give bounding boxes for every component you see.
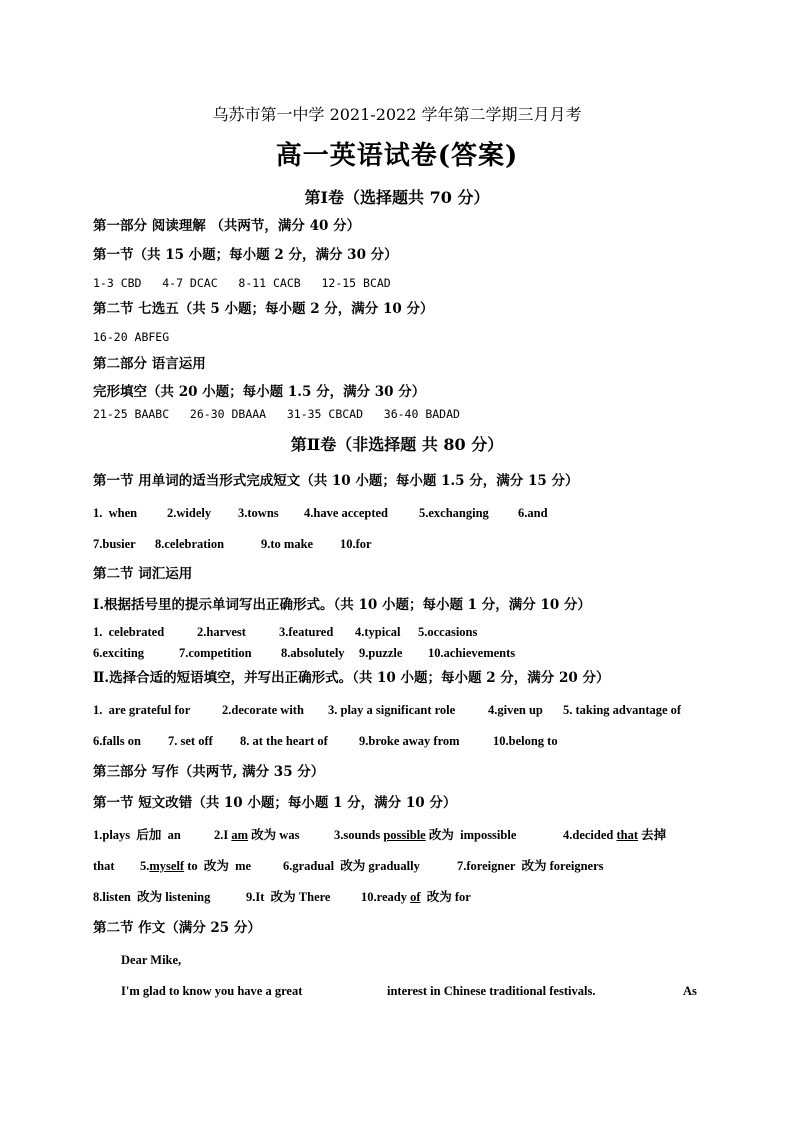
cloze-answers: 21-25 BAABC 26-30 DBAAA 31-35 CBCAD 36-40 BADAD xyxy=(93,407,460,421)
answer-item: 8.absolutely xyxy=(281,646,345,660)
letter-text: Dear Mike, xyxy=(121,953,182,967)
answer-item: 1. celebrated xyxy=(93,625,165,639)
answer-item: 6.falls on xyxy=(93,734,141,748)
letter-text: As xyxy=(683,984,697,998)
answer-item: 9.broke away from xyxy=(359,734,460,748)
answer-item: 5. taking advantage of xyxy=(563,703,682,717)
answer-item: 9.to make xyxy=(261,537,314,551)
answer-item: 10.belong to xyxy=(493,734,558,748)
part2-heading: 第二部分 语言运用 xyxy=(93,356,206,372)
correction-item: 7.foreigner 改为 foreigners xyxy=(457,859,604,873)
answer-item: 6.and xyxy=(518,506,548,520)
error-correction-heading: 第一节 短文改错（共 10 小题；每小题 1 分，满分 10 分） xyxy=(93,795,457,811)
answer-item: 10.achievements xyxy=(428,646,516,660)
part1-sec1-answers: 1-3 CBD 4-7 DCAC 8-11 CACB 12-15 BCAD xyxy=(93,276,391,290)
volume-1-heading: 第Ⅰ卷（选择题共 70 分） xyxy=(304,188,490,207)
answer-item: 4.given up xyxy=(488,703,543,717)
answer-item: 10.for xyxy=(340,537,372,551)
vol2-sec1-heading: 第一节 用单词的适当形式完成短文（共 10 小题；每小题 1.5 分，满分 15 分） xyxy=(93,473,579,489)
school-exam-title: 乌苏市第一中学 2021-2022 学年第二学期三月月考 xyxy=(212,105,582,124)
correction-item: that xyxy=(93,859,115,873)
answer-item: 7.competition xyxy=(179,646,252,660)
correction-item: 10.ready of 改为 for xyxy=(361,890,471,904)
correction-item: 6.gradual 改为 gradually xyxy=(283,859,420,873)
answer-item: 3. play a significant role xyxy=(328,703,456,717)
answer-item: 2.harvest xyxy=(197,625,246,639)
writing-heading: 第二节 作文（满分 25 分） xyxy=(93,920,261,936)
correction-item: 1.plays 后加 an xyxy=(93,828,181,842)
part1-sec2-heading: 第二节 七选五（共 5 小题；每小题 2 分，满分 10 分） xyxy=(93,301,434,317)
correction-item: 8.listen 改为 listening xyxy=(93,890,211,904)
answer-item: 7. set off xyxy=(168,734,213,748)
answer-item: 1. are grateful for xyxy=(93,703,191,717)
correction-item: 2.I am 改为 was xyxy=(214,828,300,842)
correction-item: 4.decided that 去掉 xyxy=(563,828,667,842)
answer-item: 6.exciting xyxy=(93,646,145,660)
answer-item: 8.celebration xyxy=(155,537,225,551)
letter-text: I'm glad to know you have a great xyxy=(121,984,303,998)
correction-item: 9.It 改为 There xyxy=(246,890,331,904)
answer-item: 2.widely xyxy=(167,506,212,520)
vocab-a-heading: Ⅰ.根据括号里的提示单词写出正确形式。（共 10 小题；每小题 1 分，满分 10 分） xyxy=(93,597,591,613)
answer-item: 4.have accepted xyxy=(304,506,389,520)
answer-item: 5.occasions xyxy=(418,625,478,639)
correction-item: 3.sounds possible 改为 impossible xyxy=(334,828,517,842)
answer-item: 4.typical xyxy=(355,625,401,639)
vol2-sec2-heading: 第二节 词汇运用 xyxy=(93,566,193,582)
answer-item: 3.featured xyxy=(279,625,334,639)
answer-item: 2.decorate with xyxy=(222,703,304,717)
cloze-heading: 完形填空（共 20 小题；每小题 1.5 分，满分 30 分） xyxy=(93,384,426,400)
part1-sec1-heading: 第一节（共 15 小题；每小题 2 分，满分 30 分） xyxy=(93,247,398,263)
answer-item: 5.exchanging xyxy=(419,506,489,520)
vocab-b-heading: Ⅱ.选择合适的短语填空，并写出正确形式。（共 10 小题；每小题 2 分，满分 20 分） xyxy=(93,670,610,686)
volume-2-heading: 第Ⅱ卷（非选择题 共 80 分） xyxy=(290,435,504,454)
answer-item: 7.busier xyxy=(93,537,136,551)
part1-heading: 第一部分 阅读理解 （共两节，满分 40 分） xyxy=(93,218,361,234)
answer-item: 8. at the heart of xyxy=(240,734,328,748)
answer-item: 3.towns xyxy=(238,506,279,520)
answer-item: 1. when xyxy=(93,506,138,520)
letter-text: interest in Chinese traditional festivals. xyxy=(387,984,596,998)
answer-item: 9.puzzle xyxy=(359,646,403,660)
part3-heading: 第三部分 写作（共两节, 满分 35 分） xyxy=(93,764,325,780)
part1-sec2-answers: 16-20 ABFEG xyxy=(93,330,170,344)
paper-title: 高一英语试卷(答案) xyxy=(275,141,519,171)
correction-item: 5.myself to 改为 me xyxy=(140,859,252,873)
